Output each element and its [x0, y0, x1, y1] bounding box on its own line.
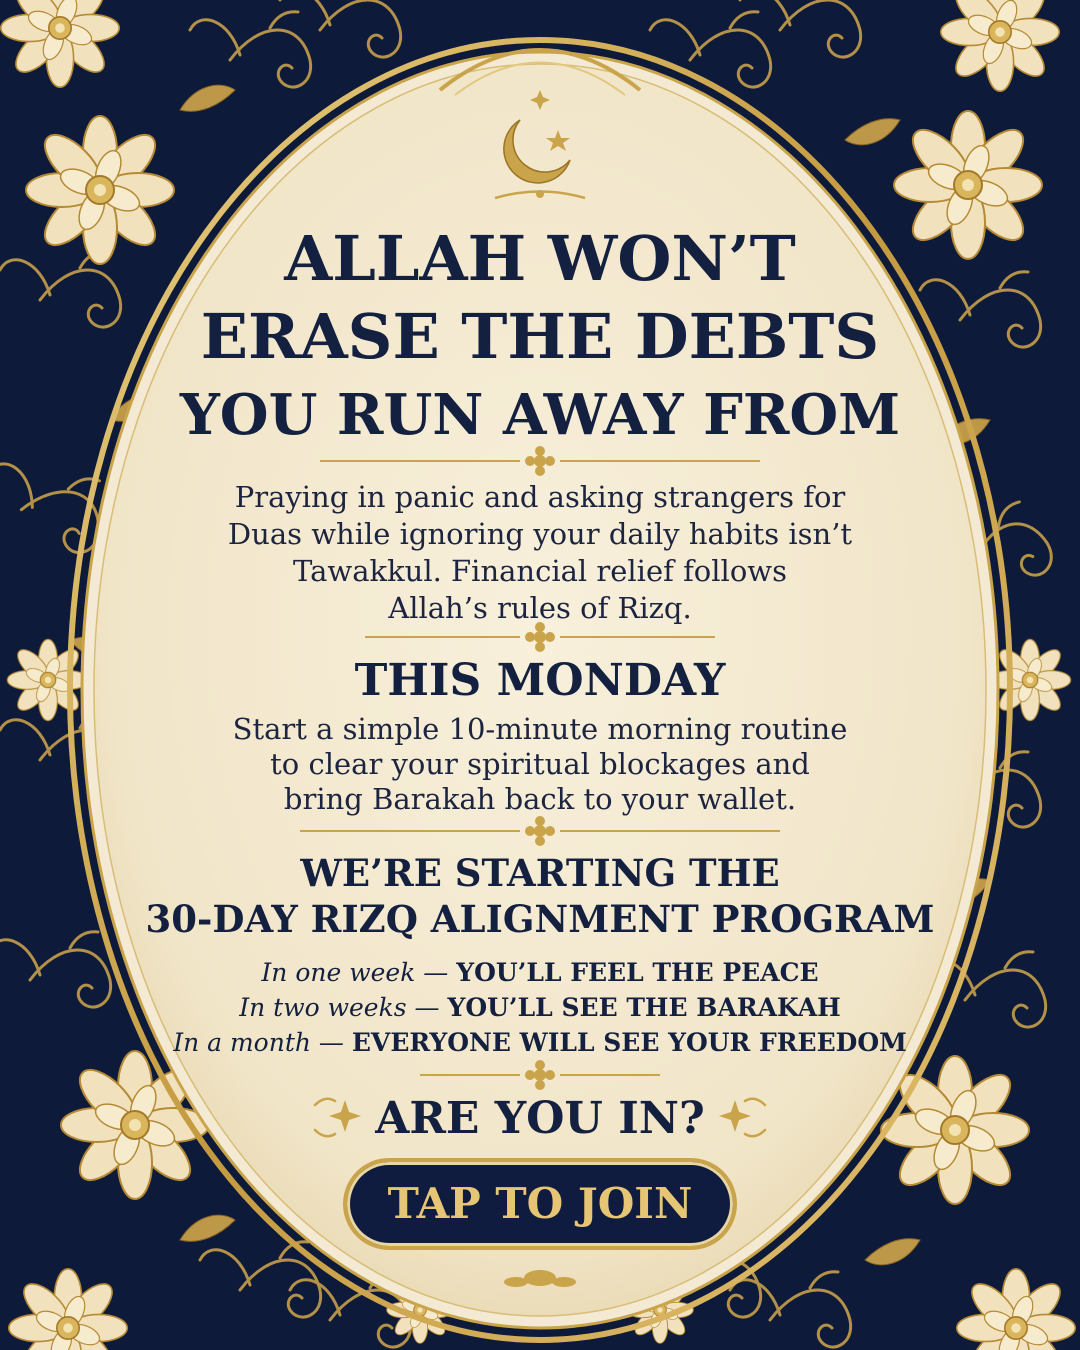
timeline-what: YOU’LL FEEL THE PEACE — [456, 958, 819, 987]
intro-line: Allah’s rules of Rizq. — [388, 591, 692, 625]
headline-line-1: ALLAH WON’T — [284, 222, 796, 295]
timeline-when: In two weeks — — [239, 993, 440, 1022]
monday-line: bring Barakah back to your wallet. — [283, 782, 797, 816]
timeline-item — [0, 955, 1080, 990]
intro-line: Tawakkul. Financial relief follows — [293, 554, 787, 588]
monday-title: THIS MONDAY — [354, 655, 726, 706]
timeline-what: YOU’LL SEE THE BARAKAH — [447, 993, 841, 1022]
tap-to-join-button[interactable] — [343, 1158, 737, 1250]
timeline-item — [0, 990, 1080, 1025]
question-heading: ARE YOU IN? — [375, 1093, 705, 1144]
timeline-what: EVERYONE WILL SEE YOUR FREEDOM — [351, 1028, 907, 1057]
monday-line: Start a simple 10-minute morning routine — [232, 712, 848, 746]
timeline-item — [0, 1025, 1080, 1060]
headline-line-2: ERASE THE DEBTS — [200, 300, 880, 373]
headline-line-3: YOU RUN AWAY FROM — [179, 382, 901, 448]
monday-line: to clear your spiritual blockages and — [270, 747, 810, 781]
timeline-when: In a month — — [173, 1028, 344, 1057]
intro-line: Duas while ignoring your daily habits isn’t — [227, 517, 853, 551]
program-heading-line-1: WE’RE STARTING THE — [300, 851, 780, 895]
intro-line: Praying in panic and asking strangers for — [234, 480, 846, 514]
cta-label: TAP TO JOIN — [387, 1179, 693, 1228]
program-heading-line-2: 30-DAY RIZQ ALIGNMENT PROGRAM — [145, 897, 935, 941]
timeline-when: In one week — — [261, 958, 449, 987]
